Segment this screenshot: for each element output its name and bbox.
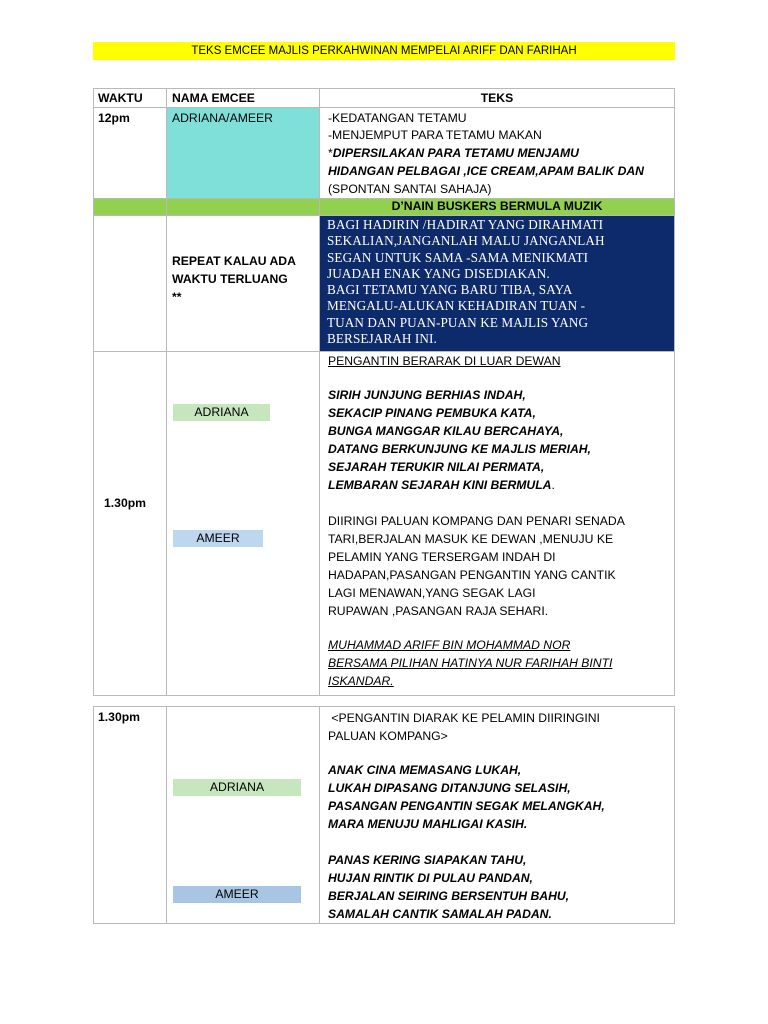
row3-poem-end: . xyxy=(551,478,555,492)
welcome-line-6: MENGALU-ALUKAN KEHADIRAN TUAN - xyxy=(327,298,586,314)
header-emcee: NAMA EMCEE xyxy=(172,91,255,105)
welcome-line-8: BERSEJARAH INI. xyxy=(327,331,437,347)
row1-italic-1: DIPERSILAKAN PARA TETAMU MENJAMU xyxy=(332,146,579,160)
row1-time: 12pm xyxy=(98,111,130,125)
row3-poem-4: DATANG BERKUNJUNG KE MAJLIS MERIAH, xyxy=(328,442,591,456)
row3-emcee-adriana: ADRIANA xyxy=(173,404,270,421)
row3-narration-3: PELAMIN YANG TERSERGAM INDAH DI xyxy=(328,550,556,564)
header-text: TEKS xyxy=(480,91,514,105)
welcome-text xyxy=(327,217,675,347)
welcome-line-2: SEKALIAN,JANGANLAH MALU JANGANLAH xyxy=(327,233,605,249)
header-time: WAKTU xyxy=(98,91,143,105)
row4-poem1-4: MARA MENUJU MAHLIGAI KASIH. xyxy=(328,817,528,831)
row4-intro-2: PALUAN KOMPANG> xyxy=(328,729,448,743)
row4-emcee-adriana: ADRIANA xyxy=(173,779,301,796)
row2-note-2: WAKTU TERLUANG xyxy=(172,272,288,286)
row4-poem1-2: LUKAH DIPASANG DITANJUNG SELASIH, xyxy=(328,781,571,795)
row1-italic-2: HIDANGAN PELBAGAI ,ICE CREAM,APAM BALIK DAN xyxy=(328,164,644,178)
row4-poem1-1: ANAK CINA MEMASANG LUKAH, xyxy=(328,763,522,777)
row4-intro-1: <PENGANTIN DIARAK KE PELAMIN DIIRINGINI xyxy=(328,711,600,725)
row3-poem-1: SIRIH JUNJUNG BERHIAS INDAH, xyxy=(328,388,526,402)
row2-note-3: ** xyxy=(172,290,182,304)
row3-heading: PENGANTIN BERARAK DI LUAR DEWAN xyxy=(328,354,561,368)
row3-couple-2: BERSAMA PILIHAN HATINYA NUR FARIHAH BINTI xyxy=(328,656,613,670)
welcome-line-1: BAGI HADIRIN /HADIRAT YANG DIRAHMATI xyxy=(327,217,604,232)
row1-line-2: -MENJEMPUT PARA TETAMU MAKAN xyxy=(328,128,542,142)
row3-poem-3: BUNGA MANGGAR KILAU BERCAHAYA, xyxy=(328,424,564,438)
row3-narration-4: HADAPAN,PASANGAN PENGANTIN YANG CANTIK xyxy=(328,568,616,582)
row1-last-line: (SPONTAN SANTAI SAHAJA) xyxy=(328,182,492,196)
row3-narration-2: TARI,BERJALAN MASUK KE DEWAN ,MENUJU KE xyxy=(328,532,614,546)
welcome-line-7: TUAN DAN PUAN-PUAN KE MAJLIS YANG xyxy=(327,314,589,330)
row4-poem2-4: SAMALAH CANTIK SAMALAH PADAN. xyxy=(328,907,552,921)
row1-emcee: ADRIANA/AMEER xyxy=(172,111,273,125)
row3-time: 1.30pm xyxy=(104,496,147,510)
welcome-line-5: BAGI TETAMU YANG BARU TIBA, SAYA xyxy=(327,282,573,298)
row2-note-1: REPEAT KALAU ADA xyxy=(172,254,296,268)
welcome-line-3: SEGAN UNTUK SAMA -SAMA MENIKMATI xyxy=(327,249,589,265)
row3-poem-6: LEMBARAN SEJARAH KINI BERMULA xyxy=(328,478,552,492)
row3-couple-3: ISKANDAR. xyxy=(328,674,394,688)
row3-narration-6: RUPAWAN ,PASANGAN RAJA SEHARI. xyxy=(328,604,549,618)
row3-narration-5: LAGI MENAWAN,YANG SEGAK LAGI xyxy=(328,586,536,600)
row3-poem-5: SEJARAH TERUKIR NILAI PERMATA, xyxy=(328,460,545,474)
row4-poem2-3: BERJALAN SEIRING BERSENTUH BAHU, xyxy=(328,889,570,903)
row4-time: 1.30pm xyxy=(98,710,141,724)
row4-poem2-1: PANAS KERING SIAPAKAN TAHU, xyxy=(328,853,527,867)
row3-poem-2: SEKACIP PINANG PEMBUKA KATA, xyxy=(328,406,536,420)
row3-narration-1: DIIRINGI PALUAN KOMPANG DAN PENARI SENADA xyxy=(328,514,625,528)
row3-couple-1: MUHAMMAD ARIFF BIN MOHAMMAD NOR xyxy=(328,638,571,652)
row4-poem1-3: PASANGAN PENGANTIN SEGAK MELANGKAH, xyxy=(328,799,605,813)
row1-line-1: -KEDATANGAN TETAMU xyxy=(328,111,467,125)
row3-poem-6-line xyxy=(328,476,555,494)
music-row-text: D’NAIN BUSKERS BERMULA MUZIK xyxy=(391,199,603,213)
row4-emcee-ameer: AMEER xyxy=(173,886,301,903)
row4-poem2-2: HUJAN RINTIK DI PULAU PANDAN, xyxy=(328,871,533,885)
welcome-line-4: JUADAH ENAK YANG DISEDIAKAN. xyxy=(327,265,550,281)
document-title: TEKS EMCEE MAJLIS PERKAHWINAN MEMPELAI ARIFF DAN FARIHAH xyxy=(93,42,675,60)
row3-emcee-ameer: AMEER xyxy=(173,530,263,547)
row1-line-3 xyxy=(328,144,579,162)
row1-asterisk: * xyxy=(328,146,333,160)
